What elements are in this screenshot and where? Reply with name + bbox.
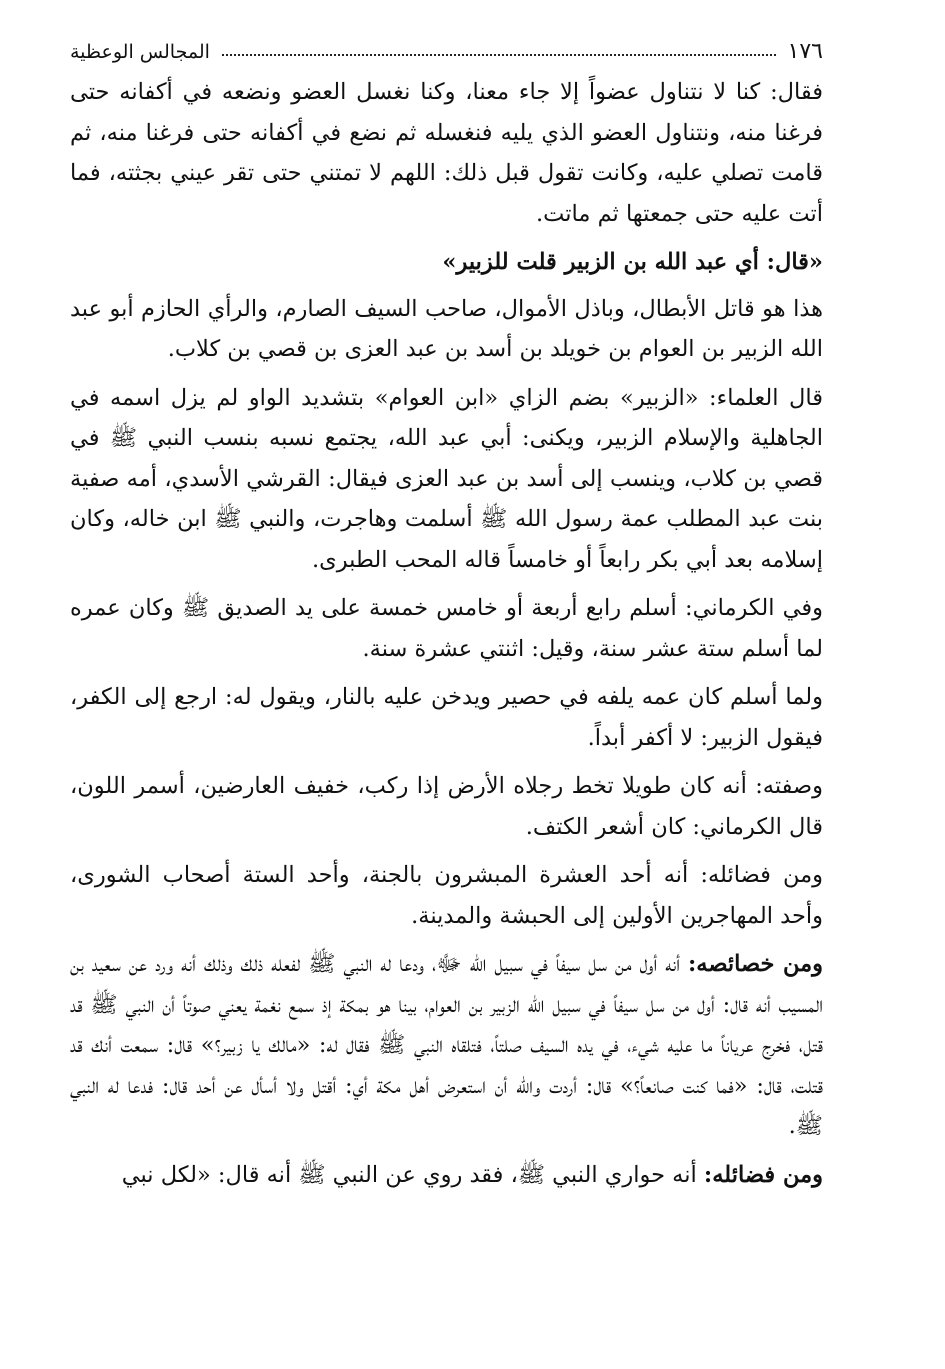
book-title: المجالس الوعظية — [70, 41, 210, 63]
paragraph — [70, 1155, 823, 1196]
paragraph-text: ولما أسلم كان عمه يلفه في حصير ويدخن عليه بالنار، ويقول له: ارجع إلى الكفر، فيقول الزبير: لا أكفر أبداً. — [70, 684, 823, 751]
paragraph-text: ومن فضائله: أنه أحد العشرة المبشرون بالجنة، وأحد الستة أصحاب الشورى، وأحد المهاجرين الأولين إلى الحبشة والمدينة. — [70, 862, 823, 929]
page-number: ١٧٦ — [787, 39, 823, 64]
running-header — [70, 38, 823, 66]
paragraph — [70, 766, 823, 847]
section-heading: «قال: أي عبد الله بن الزبير قلت للزبير» — [442, 249, 823, 275]
paragraph — [70, 289, 823, 370]
paragraph — [70, 72, 823, 234]
paragraph — [70, 855, 823, 936]
paragraph — [70, 677, 823, 758]
paragraph-lead: ومن خصائصه: — [687, 951, 824, 977]
paragraph — [70, 378, 823, 581]
paragraph-lead: ومن فضائله: — [703, 1161, 823, 1188]
paragraph-text: وصفته: أنه كان طويلا تخط رجلاه الأرض إذا ركب، خفيف العارضين، أسمر اللون، قال الكرماني: كان أشعر الكتف. — [70, 773, 823, 840]
paragraph-text: هذا هو قاتل الأبطال، وباذل الأموال، صاحب السيف الصارم، والرأي الحازم أبو عبد الله الزبير بن العوام بن خويلد بن أسد بن عبد العزى بن قصي بن كلاب. — [70, 295, 823, 362]
paragraph-text: أنه حواري النبي ﷺ، فقد روي عن النبي ﷺ أنه قال: «لكل نبي — [121, 1161, 704, 1188]
paragraph-text: فقال: كنا لا نتناول عضواً إلا جاء معنا، وكنا نغسل العضو ونضعه في أكفانه حتى فرغنا منه، ونتناول العضو الذي يليه فنغسله ثم نضع في أكفانه حتى فرغنا منه، ثم قامت تصلي عليه، وكانت تقول قبل ذلك: اللهم لا تمتني حتى تقر عيني بجثته، فما أتت عليه حتى جمعتها ثم ماتت. — [70, 79, 823, 227]
paragraph — [70, 944, 823, 1147]
page-body — [70, 72, 823, 1195]
header-dotted-rule — [222, 54, 776, 56]
paragraph-text: قال العلماء: «الزبير» بضم الزاي «ابن العوام» بتشديد الواو لم يزل اسمه في الجاهلية والإسلام الزبير، ويكنى: أبي عبد الله، يجتمع نسبه بنسب النبي ﷺ في قصي بن كلاب، وينسب إلى أسد بن عبد العزى فيقال: القرشي الأسدي، أمه صفية بنت عبد المطلب عمة رسول الله ﷺ أسلمت وهاجرت، والنبي ﷺ ابن خاله، وكان إسلامه بعد أبي بكر رابعاً أو خامساً قاله المحب الطبرى. — [70, 384, 823, 573]
paragraph-text: أنه أول من سل سيفاً في سبيل الله ﷻ، ودعا له النبي ﷺ لفعله ذلك وذلك أنه ورد عن سعيد بن المسيب أنه قال: أول من سل سيفاً في سبيل الله الزبير بن العوام، بينا هو بمكة إذ سمع نغمة يعني صوتاً أن النبي ﷺ قد قتل، فخرج عرياناً ما عليه شيء، في يده السيف صلتاً، فتلقاه النبي ﷺ فقال له: «مالك يا زبير؟» قال: سمعت أنك قد قتلت، قال: «فما كنت صانعاً؟» قال: أردت والله أن استعرض أهل مكة أي: أقتل ولا أسأل عن أحد قال: فدعا له النبي ﷺ. — [70, 951, 823, 1139]
paragraph-text: وفي الكرماني: أسلم رابع أربعة أو خامس خمسة على يد الصديق ﷺ وكان عمره لما أسلم ستة عشر سنة، وقيل: اثنتي عشرة سنة. — [70, 595, 823, 662]
paragraph — [70, 588, 823, 669]
